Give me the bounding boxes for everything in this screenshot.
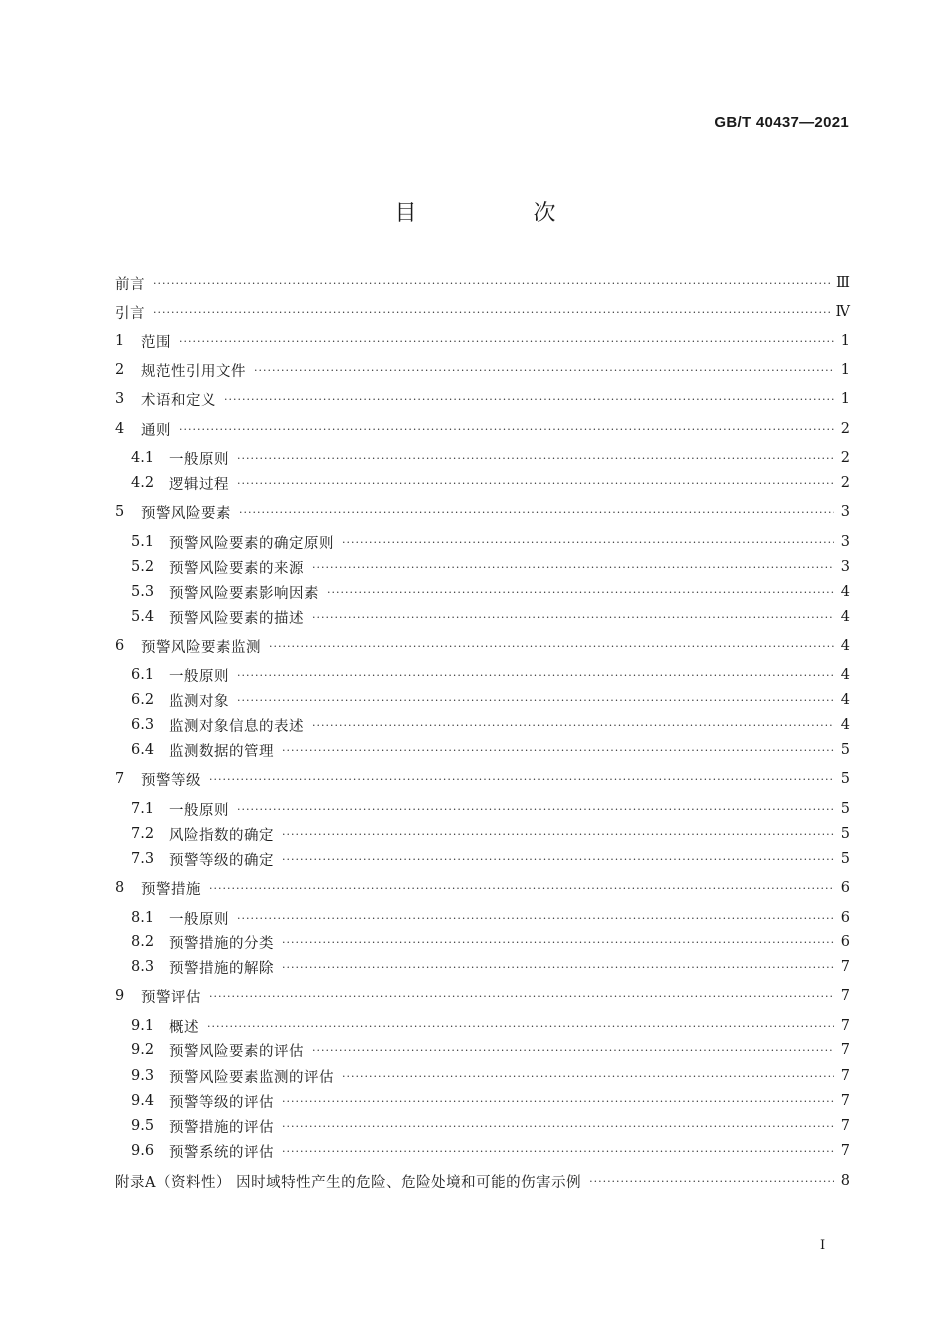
toc-entry-label: 预警风险要素监测的评估 bbox=[169, 1069, 334, 1086]
toc-leader-dots bbox=[312, 561, 834, 574]
toc-entry-number: 6.4 bbox=[131, 742, 155, 758]
toc-entry-label: 术语和定义 bbox=[141, 392, 216, 409]
toc-entry-page: 7 bbox=[840, 988, 850, 1004]
toc-entry-label: 预警措施的分类 bbox=[169, 935, 274, 952]
toc-entry-label: 前言 bbox=[115, 276, 145, 293]
toc-entry-page: 5 bbox=[840, 826, 850, 842]
toc-entry-page: 5 bbox=[840, 771, 850, 787]
toc-leader-dots bbox=[237, 694, 834, 707]
toc-leader-dots bbox=[589, 1175, 834, 1188]
toc-entry-label: 预警风险要素的评估 bbox=[169, 1043, 304, 1060]
toc-entry-number: 7 bbox=[115, 771, 125, 787]
toc-entry-page: 3 bbox=[840, 559, 850, 575]
toc-entry[interactable] bbox=[115, 823, 850, 845]
toc-entry-number: 7.1 bbox=[131, 801, 155, 817]
toc-entry-number: 8.2 bbox=[131, 934, 155, 950]
toc-leader-dots bbox=[282, 1095, 834, 1108]
toc-leader-dots bbox=[282, 1120, 834, 1133]
toc-entry-page: 4 bbox=[840, 667, 850, 683]
toc-entry-page: 7 bbox=[840, 1143, 850, 1159]
toc-entry-label: 通则 bbox=[141, 422, 171, 439]
toc-entry[interactable] bbox=[115, 1039, 850, 1061]
toc-entry-number: 2 bbox=[115, 362, 125, 378]
toc-entry[interactable] bbox=[115, 689, 850, 711]
toc-entry-number: 9.5 bbox=[131, 1118, 155, 1134]
toc-leader-dots bbox=[237, 477, 834, 490]
toc-entry-page: 7 bbox=[840, 1068, 850, 1084]
toc-entry[interactable] bbox=[115, 848, 850, 870]
toc-leader-dots bbox=[312, 611, 834, 624]
toc-leader-dots bbox=[209, 773, 834, 786]
page-number: Ⅰ bbox=[820, 1238, 826, 1253]
toc-entry-label: 规范性引用文件 bbox=[141, 363, 246, 380]
toc-entry[interactable] bbox=[115, 907, 850, 929]
toc-leader-dots bbox=[282, 936, 834, 949]
toc-entry[interactable] bbox=[115, 1065, 850, 1087]
toc-entry[interactable] bbox=[115, 388, 850, 410]
toc-entry-label: 逻辑过程 bbox=[169, 476, 229, 493]
toc-entry-label: 一般原则 bbox=[169, 802, 229, 819]
toc-leader-dots bbox=[237, 669, 834, 682]
toc-leader-dots bbox=[342, 1070, 834, 1083]
toc-entry-number: 4 bbox=[115, 421, 125, 437]
toc-leader-dots bbox=[237, 803, 834, 816]
toc-entry-page: 7 bbox=[840, 959, 850, 975]
toc-entry-label: 一般原则 bbox=[169, 911, 229, 928]
toc-entry[interactable] bbox=[115, 1115, 850, 1137]
toc-entry[interactable] bbox=[115, 531, 850, 553]
toc-entry-number: 5 bbox=[115, 504, 125, 520]
toc-entry-page: 4 bbox=[840, 717, 850, 733]
toc-entry[interactable] bbox=[115, 447, 850, 469]
toc-entry-label: 概述 bbox=[169, 1019, 199, 1036]
toc-entry-number: 9.1 bbox=[131, 1018, 155, 1034]
toc-entry-page: Ⅳ bbox=[835, 304, 850, 320]
toc-leader-dots bbox=[239, 506, 834, 519]
toc-entry-number: 9.3 bbox=[131, 1068, 155, 1084]
toc-entry-page: 7 bbox=[840, 1118, 850, 1134]
toc-entry-label: 预警风险要素的描述 bbox=[169, 610, 304, 627]
toc-entry-label: 预警等级的确定 bbox=[169, 852, 274, 869]
toc-leader-dots bbox=[209, 990, 834, 1003]
toc-entry-label: 一般原则 bbox=[169, 451, 229, 468]
toc-entry-page: 6 bbox=[840, 910, 850, 926]
toc-leader-dots bbox=[237, 452, 834, 465]
toc-entry-page: 2 bbox=[840, 421, 850, 437]
toc-entry-label: 预警风险要素 bbox=[141, 505, 231, 522]
toc-entry-page: Ⅲ bbox=[836, 275, 850, 291]
toc-leader-dots bbox=[312, 719, 834, 732]
toc-entry[interactable] bbox=[115, 1170, 850, 1192]
toc-entry-page: 1 bbox=[840, 333, 850, 349]
toc-leader-dots bbox=[153, 277, 830, 290]
toc-leader-dots bbox=[282, 961, 834, 974]
toc-entry[interactable] bbox=[115, 985, 850, 1007]
toc-entry-page: 8 bbox=[840, 1173, 850, 1189]
toc-leader-dots bbox=[179, 423, 834, 436]
toc-leader-dots bbox=[282, 828, 834, 841]
toc-entry-number: 7.2 bbox=[131, 826, 155, 842]
toc-entry-label: 预警评估 bbox=[141, 989, 201, 1006]
toc-entry-label: 引言 bbox=[115, 305, 145, 322]
toc-entry-page: 5 bbox=[840, 851, 850, 867]
toc-entry-number: 5.2 bbox=[131, 559, 155, 575]
toc-entry-number: 7.3 bbox=[131, 851, 155, 867]
document-number: GB/T 40437—2021 bbox=[714, 114, 849, 131]
toc-entry[interactable] bbox=[115, 768, 850, 790]
toc-entry-number: 6.3 bbox=[131, 717, 155, 733]
toc-entry[interactable] bbox=[115, 931, 850, 953]
toc-entry-label: 预警风险要素监测 bbox=[141, 639, 261, 656]
toc-entry-label: 预警措施 bbox=[141, 881, 201, 898]
toc-entry[interactable] bbox=[115, 581, 850, 603]
toc-entry[interactable] bbox=[115, 472, 850, 494]
toc-entry-number: 8.1 bbox=[131, 910, 155, 926]
toc-leader-dots bbox=[224, 393, 834, 406]
toc-entry-label: 范围 bbox=[141, 334, 171, 351]
toc-entry-number: 4.2 bbox=[131, 475, 155, 491]
toc-entry[interactable] bbox=[115, 359, 850, 381]
toc-entry-page: 4 bbox=[840, 692, 850, 708]
toc-entry-number: 5.4 bbox=[131, 609, 155, 625]
toc-entry-number: 4.1 bbox=[131, 450, 155, 466]
toc-entry[interactable] bbox=[115, 1140, 850, 1162]
toc-entry[interactable] bbox=[115, 664, 850, 686]
toc-entry-number: 6.1 bbox=[131, 667, 155, 683]
toc-entry-label: 预警等级的评估 bbox=[169, 1094, 274, 1111]
toc-entry[interactable] bbox=[115, 1015, 850, 1037]
toc-entry-label: 附录A（资料性） 因时域特性产生的危险、危险处境和可能的伤害示例 bbox=[115, 1174, 582, 1191]
toc-entry-label: 预警风险要素影响因素 bbox=[169, 585, 319, 602]
toc-leader-dots bbox=[237, 912, 834, 925]
toc-entry-page: 6 bbox=[840, 880, 850, 896]
toc-entry-page: 2 bbox=[840, 450, 850, 466]
toc-entry-page: 7 bbox=[840, 1093, 850, 1109]
toc-entry[interactable] bbox=[115, 635, 850, 657]
toc-leader-dots bbox=[342, 536, 834, 549]
page-title: 目 次 bbox=[394, 201, 611, 226]
toc-entry-page: 5 bbox=[840, 801, 850, 817]
toc-entry[interactable] bbox=[115, 606, 850, 628]
toc-entry-number: 1 bbox=[115, 333, 125, 349]
toc-leader-dots bbox=[209, 882, 834, 895]
toc-entry-page: 6 bbox=[840, 934, 850, 950]
toc-entry[interactable] bbox=[115, 418, 850, 440]
toc-entry-page: 3 bbox=[840, 534, 850, 550]
toc-leader-dots bbox=[282, 744, 834, 757]
toc-entry-number: 5.1 bbox=[131, 534, 155, 550]
toc-entry-label: 监测对象 bbox=[169, 693, 229, 710]
toc-entry-page: 7 bbox=[840, 1018, 850, 1034]
toc-entry-number: 9 bbox=[115, 988, 125, 1004]
toc-entry[interactable] bbox=[115, 739, 850, 761]
toc-entry-number: 9.2 bbox=[131, 1042, 155, 1058]
toc-entry-page: 2 bbox=[840, 475, 850, 491]
toc-entry-label: 预警系统的评估 bbox=[169, 1144, 274, 1161]
toc-leader-dots bbox=[282, 853, 834, 866]
toc-entry[interactable] bbox=[115, 714, 850, 736]
toc-leader-dots bbox=[282, 1145, 834, 1158]
toc-entry-number: 9.6 bbox=[131, 1143, 155, 1159]
toc-leader-dots bbox=[179, 335, 834, 348]
toc-entry-number: 8.3 bbox=[131, 959, 155, 975]
toc-entry-label: 监测对象信息的表述 bbox=[169, 718, 304, 735]
toc-entry-page: 1 bbox=[840, 391, 850, 407]
toc-entry-number: 6.2 bbox=[131, 692, 155, 708]
toc-entry-label: 预警风险要素的来源 bbox=[169, 560, 304, 577]
toc-entry-page: 5 bbox=[840, 742, 850, 758]
toc-entry-page: 4 bbox=[840, 638, 850, 654]
toc-entry[interactable] bbox=[115, 1090, 850, 1112]
toc-leader-dots bbox=[327, 586, 834, 599]
toc-leader-dots bbox=[254, 364, 834, 377]
toc-entry-page: 4 bbox=[840, 584, 850, 600]
toc-entry-number: 5.3 bbox=[131, 584, 155, 600]
toc-entry-page: 1 bbox=[840, 362, 850, 378]
toc-leader-dots bbox=[269, 640, 834, 653]
toc-entry-label: 预警等级 bbox=[141, 772, 201, 789]
toc-entry-number: 9.4 bbox=[131, 1093, 155, 1109]
toc-entry[interactable] bbox=[115, 556, 850, 578]
toc-entry[interactable] bbox=[115, 501, 850, 523]
toc-entry-label: 风险指数的确定 bbox=[169, 827, 274, 844]
toc-entry-number: 3 bbox=[115, 391, 125, 407]
toc-entry[interactable] bbox=[115, 798, 850, 820]
toc-entry[interactable] bbox=[115, 877, 850, 899]
toc-leader-dots bbox=[207, 1020, 834, 1033]
toc-entry-page: 3 bbox=[840, 504, 850, 520]
toc-entry-label: 预警措施的评估 bbox=[169, 1119, 274, 1136]
toc-leader-dots bbox=[312, 1044, 834, 1057]
toc-leader-dots bbox=[153, 306, 830, 319]
toc-entry[interactable] bbox=[115, 956, 850, 978]
toc-entry-label: 预警风险要素的确定原则 bbox=[169, 535, 334, 552]
toc-entry[interactable] bbox=[115, 330, 850, 352]
toc-entry-page: 7 bbox=[840, 1042, 850, 1058]
toc-entry-label: 一般原则 bbox=[169, 668, 229, 685]
toc-entry-number: 6 bbox=[115, 638, 125, 654]
toc-entry-label: 预警措施的解除 bbox=[169, 960, 274, 977]
toc-entry-page: 4 bbox=[840, 609, 850, 625]
toc-entry[interactable] bbox=[115, 272, 850, 294]
toc-entry-number: 8 bbox=[115, 880, 125, 896]
toc-entry[interactable] bbox=[115, 301, 850, 323]
toc-entry-label: 监测数据的管理 bbox=[169, 743, 274, 760]
